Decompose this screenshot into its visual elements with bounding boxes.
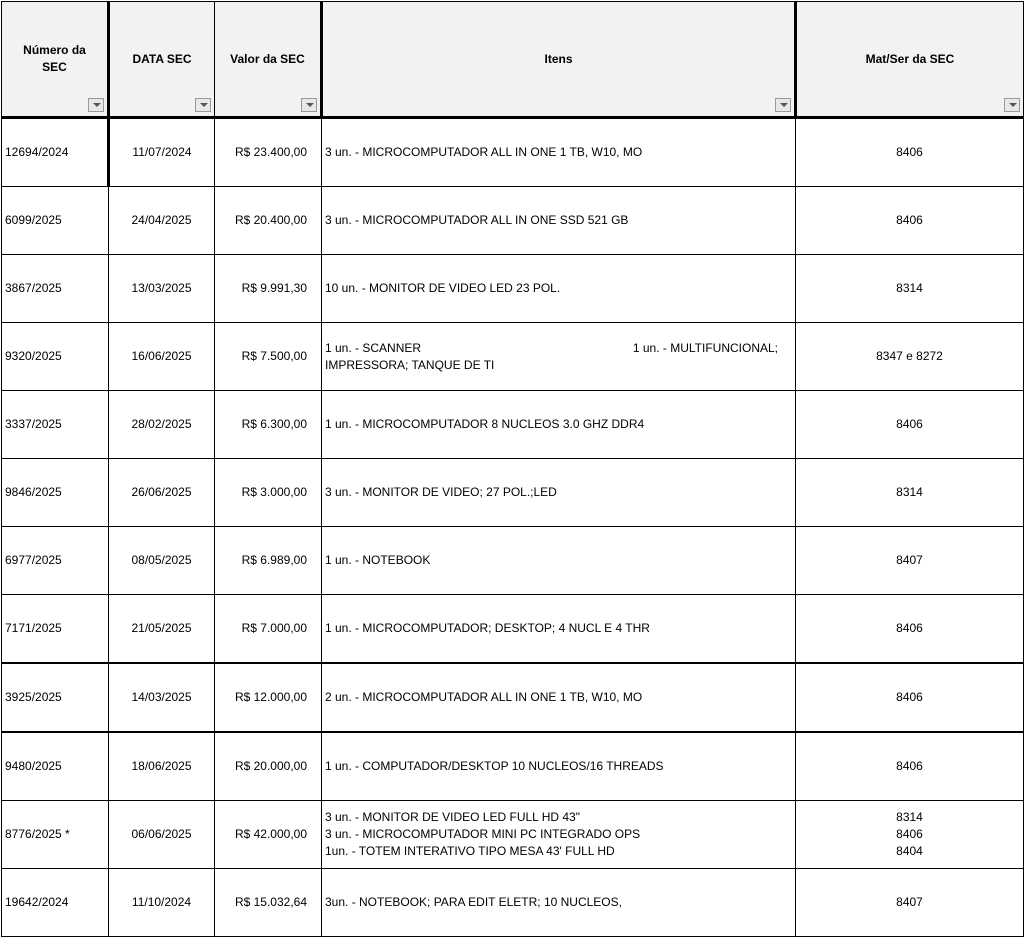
cell-numero: 6099/2025 xyxy=(2,187,109,255)
cell-itens xyxy=(322,391,796,459)
cell-mat xyxy=(796,255,1024,323)
cell-data: 06/06/2025 xyxy=(109,801,215,869)
item-line: IMPRESSORA; TANQUE DE TI xyxy=(325,357,495,372)
cell-valor: R$ 12.000,00 xyxy=(215,663,322,732)
cell-itens xyxy=(322,801,796,869)
filter-dropdown-icon[interactable] xyxy=(88,98,104,112)
cell-mat xyxy=(796,732,1024,801)
header-numero xyxy=(2,2,109,118)
cell-valor: R$ 6.989,00 xyxy=(215,527,322,595)
item-line: 10 un. - MONITOR DE VIDEO LED 23 POL. xyxy=(325,281,561,295)
item-line: 2 un. - MICROCOMPUTADOR ALL IN ONE 1 TB, W10, MO xyxy=(325,690,643,704)
table-row xyxy=(2,323,1024,391)
mat-line: 8314 xyxy=(896,485,923,499)
item-line: 1 un. - MICROCOMPUTADOR; DESKTOP; 4 NUCL E 4 THR xyxy=(325,621,650,635)
cell-numero: 3925/2025 xyxy=(2,663,109,732)
table-row xyxy=(2,391,1024,459)
mat-line: 8314 xyxy=(896,281,923,295)
cell-valor: R$ 9.991,30 xyxy=(215,255,322,323)
table-row xyxy=(2,663,1024,732)
header-data xyxy=(109,2,215,118)
cell-data: 21/05/2025 xyxy=(109,595,215,664)
table-row xyxy=(2,869,1024,937)
cell-data: 18/06/2025 xyxy=(109,732,215,801)
cell-data: 26/06/2025 xyxy=(109,459,215,527)
mat-line: 8347 e 8272 xyxy=(876,349,943,363)
cell-itens xyxy=(322,732,796,801)
item-line: 1 un. - COMPUTADOR/DESKTOP 10 NUCLEOS/16 THREADS xyxy=(325,759,664,773)
cell-data: 24/04/2025 xyxy=(109,187,215,255)
cell-data: 13/03/2025 xyxy=(109,255,215,323)
cell-data: 16/06/2025 xyxy=(109,323,215,391)
cell-itens xyxy=(322,595,796,664)
header-itens-label: Itens xyxy=(544,51,573,66)
cell-data: 11/07/2024 xyxy=(109,118,215,187)
cell-valor: R$ 42.000,00 xyxy=(215,801,322,869)
header-row xyxy=(2,2,1024,118)
item-line: 1 un. - NOTEBOOK xyxy=(325,553,431,567)
filter-dropdown-icon[interactable] xyxy=(1004,98,1020,112)
cell-numero: 7171/2025 xyxy=(2,595,109,664)
cell-numero: 9320/2025 xyxy=(2,323,109,391)
header-matser-label: Mat/Ser da SEC xyxy=(865,51,955,66)
cell-mat xyxy=(796,801,1024,869)
cell-itens xyxy=(322,459,796,527)
cell-data: 08/05/2025 xyxy=(109,527,215,595)
mat-line: 8314 xyxy=(896,810,923,824)
filter-dropdown-icon[interactable] xyxy=(775,98,791,112)
cell-numero: 19642/2024 xyxy=(2,869,109,937)
header-valor-label: Valor da SEC xyxy=(230,51,305,66)
item-line: 3 un. - MICROCOMPUTADOR ALL IN ONE SSD 521 GB xyxy=(325,213,629,227)
header-itens xyxy=(322,2,796,118)
table-body xyxy=(2,118,1024,937)
cell-numero: 3867/2025 xyxy=(2,255,109,323)
header-data-label: DATA SEC xyxy=(132,51,192,66)
cell-valor: R$ 15.032,64 xyxy=(215,869,322,937)
item-line: 1un. - TOTEM INTERATIVO TIPO MESA 43' FULL HD xyxy=(325,844,615,858)
item-line: 3 un. - MONITOR DE VIDEO LED FULL HD 43" xyxy=(325,810,580,824)
cell-mat xyxy=(796,118,1024,187)
header-valor xyxy=(215,2,322,118)
cell-valor: R$ 20.400,00 xyxy=(215,187,322,255)
mat-line: 8406 xyxy=(896,827,923,841)
cell-mat xyxy=(796,187,1024,255)
mat-line: 8407 xyxy=(896,895,923,909)
cell-mat xyxy=(796,459,1024,527)
sec-table xyxy=(1,1,1024,937)
cell-valor: R$ 23.400,00 xyxy=(215,118,322,187)
mat-line: 8406 xyxy=(896,621,923,635)
mat-line: 8406 xyxy=(896,759,923,773)
cell-valor: R$ 20.000,00 xyxy=(215,732,322,801)
filter-dropdown-icon[interactable] xyxy=(301,98,317,112)
cell-data: 28/02/2025 xyxy=(109,391,215,459)
cell-data: 11/10/2024 xyxy=(109,869,215,937)
mat-line: 8406 xyxy=(896,417,923,431)
mat-line: 8407 xyxy=(896,553,923,567)
item-line: 3 un. - MICROCOMPUTADOR ALL IN ONE 1 TB, W10, MO xyxy=(325,145,643,159)
table-row xyxy=(2,732,1024,801)
cell-mat xyxy=(796,869,1024,937)
header-numero-label: Número da SEC xyxy=(23,43,86,74)
cell-numero: 12694/2024 xyxy=(2,118,109,187)
item-line-split xyxy=(325,340,792,357)
cell-itens xyxy=(322,118,796,187)
cell-numero: 9480/2025 xyxy=(2,732,109,801)
cell-itens xyxy=(322,663,796,732)
mat-line: 8406 xyxy=(896,690,923,704)
mat-line: 8406 xyxy=(896,213,923,227)
table-row xyxy=(2,527,1024,595)
cell-mat xyxy=(796,391,1024,459)
cell-valor: R$ 3.000,00 xyxy=(215,459,322,527)
cell-itens xyxy=(322,527,796,595)
item-line: 3un. - NOTEBOOK; PARA EDIT ELETR; 10 NUCLEOS, xyxy=(325,895,622,909)
item-line: 1 un. - MULTIFUNCIONAL; xyxy=(632,340,778,355)
cell-itens xyxy=(322,187,796,255)
table-row xyxy=(2,118,1024,187)
cell-valor: R$ 6.300,00 xyxy=(215,391,322,459)
item-line: 3 un. - MICROCOMPUTADOR MINI PC INTEGRADO OPS xyxy=(325,827,641,841)
mat-line: 8406 xyxy=(896,145,923,159)
cell-mat xyxy=(796,323,1024,391)
cell-itens xyxy=(322,323,796,391)
cell-data: 14/03/2025 xyxy=(109,663,215,732)
cell-valor: R$ 7.500,00 xyxy=(215,323,322,391)
header-matser xyxy=(796,2,1024,118)
table-row xyxy=(2,459,1024,527)
item-line: 3 un. - MONITOR DE VIDEO; 27 POL.;LED xyxy=(325,485,557,499)
cell-mat xyxy=(796,663,1024,732)
cell-numero: 6977/2025 xyxy=(2,527,109,595)
cell-mat xyxy=(796,527,1024,595)
item-line: 1 un. - MICROCOMPUTADOR 8 NUCLEOS 3.0 GHZ DDR4 xyxy=(325,417,645,431)
cell-valor: R$ 7.000,00 xyxy=(215,595,322,664)
table-row xyxy=(2,801,1024,869)
mat-line: 8404 xyxy=(896,844,923,858)
item-line: 1 un. - SCANNER xyxy=(325,340,422,355)
table-row xyxy=(2,255,1024,323)
cell-mat xyxy=(796,595,1024,664)
cell-numero: 3337/2025 xyxy=(2,391,109,459)
filter-dropdown-icon[interactable] xyxy=(195,98,211,112)
cell-itens xyxy=(322,255,796,323)
table-row xyxy=(2,187,1024,255)
cell-numero: 9846/2025 xyxy=(2,459,109,527)
cell-itens xyxy=(322,869,796,937)
cell-numero: 8776/2025 * xyxy=(2,801,109,869)
table-row xyxy=(2,595,1024,664)
